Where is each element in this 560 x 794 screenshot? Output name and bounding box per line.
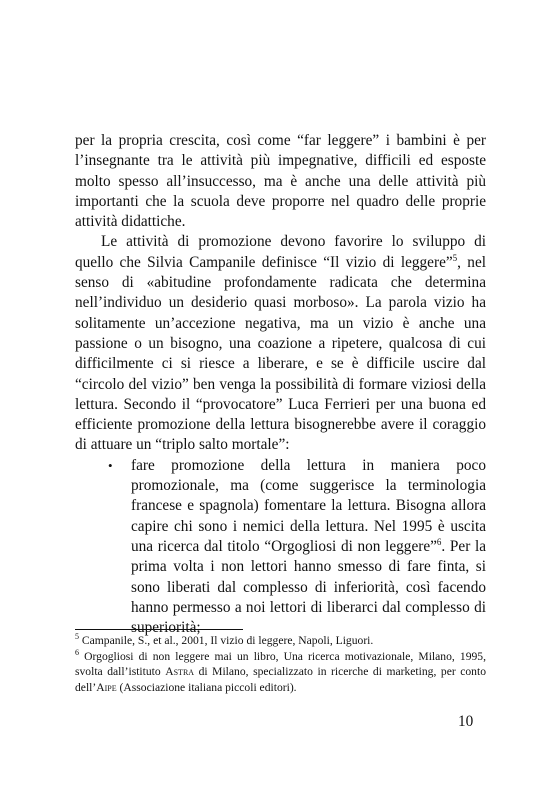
footnote-text: Campanile, S., et al., 2001, Il vizio di leggere, Napoli, Liguori. [81,634,374,647]
page-number: 10 [458,713,474,730]
footnote-text: Orgogliosi di non leggere mai un libro, Una ricerca motivazionale, Milano, 1995, svolta dall’istituto [75,649,486,679]
footnotes [75,633,486,695]
footnote-aipe: Aipe [96,680,117,694]
footnote-text: di Milano, specializzato in ricerche di marketing, per conto dell’ [75,665,486,694]
footnote-text: (Associazione italiana piccoli editori). [116,680,297,694]
footnote-5 [75,633,486,649]
footnote-6 [75,649,486,696]
paragraph-text: , nel senso di «abitudine profondamente radicata che determina nell’individuo un desiderio quasi morboso». La parola vizio ha solitamente un’accezione negativa, ma un vizio è anche una passione o un bisogno, una coazione a ripetere, qualcosa di cui difficilmente ci si riesce a liberare, e se è difficile uscire dal “circolo del vizio” ben venga la possibilità di formare viziosi della lettura. Secondo il “provocatore” Luca Ferrieri per una buona ed efficiente promozione della lettura bisognerebbe avere il coraggio di attuare un “triplo salto mortale”: [75,253,486,454]
footnote-ref-5: 5 [452,252,458,263]
list-item-text: fare promozione della lettura in maniera poco promozionale, ma (come suggerisce la terminologia francese e spagnola) fomentare la lettura. Bisogna allora capire chi sono i nemici della lettura. Nel 1995 è uscita una ricerca dal titolo “Orgogliosi di non leggere” [131,456,486,555]
list-item-text: . Per la prima volta i non lettori hanno smesso di fare finta, si sono liberati dal complesso di inferiorità, così facendo hanno permesso a noi lettori di liberarci dal complesso di superiorità; [131,537,487,637]
bullet-marker: • [108,457,113,473]
paragraph-text: Le attività di promozione devono favorire lo sviluppo di quello che Silvia Campanile definisce “Il vizio di leggere” [75,233,486,271]
bullet-list [75,456,486,639]
list-item [75,456,486,639]
footnote-astra: Astra [165,665,195,679]
footnote-number: 6 [75,647,79,657]
paragraph-continued: per la propria crescita, così come “far leggere” i bambini è per l’insegnante tra le attività più impegnative, difficili ed esposte molto spesso all’insuccesso, ma è anche una delle attività più importanti che la scuola deve proporre nel quadro delle proprie attività didattiche. [75,132,486,231]
footnote-number: 5 [75,632,79,641]
paragraph-promozione [75,232,486,455]
footnote-divider [75,629,243,630]
main-text [75,131,486,638]
footnote-ref-6: 6 [436,536,442,547]
